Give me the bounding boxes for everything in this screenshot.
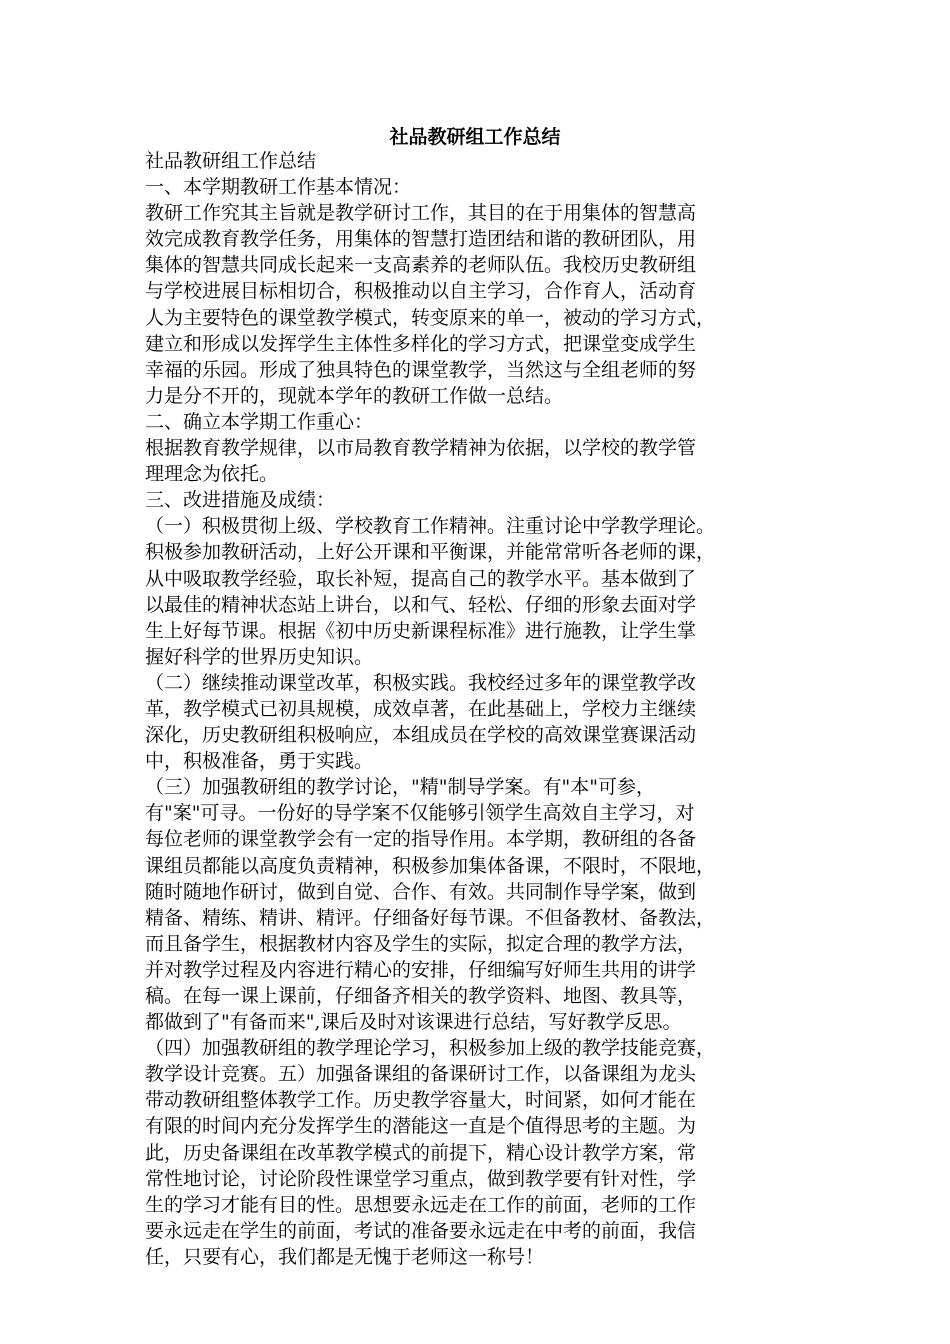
text-line: 生的学习才能有目的性。思想要永远走在工作的前面，老师的工作 — [145, 1193, 697, 1216]
document-body — [145, 148, 809, 1270]
text-line: 深化，历史教研组积极响应，本组成员在学校的高效课堂赛课活动 — [145, 724, 697, 747]
text-line: （二）继续推动课堂改革，积极实践。我校经过多年的课堂教学改 — [145, 671, 697, 694]
text-line: 而且备学生，根据教材内容及学生的实际，拟定合理的教学方法， — [145, 932, 697, 955]
text-line: （一）积极贯彻上级、学校教育工作精神。注重讨论中学教学理论。 — [145, 515, 716, 538]
text-line: （四）加强教研组的教学理论学习，积极参加上级的教学技能竞赛， — [145, 1037, 716, 1060]
text-line: 稿。在每一课上课前，仔细备齐相关的教学资料、地图、教具等， — [145, 985, 697, 1007]
document-title: 社品教研组工作总结 — [389, 126, 561, 148]
text-line: 社品教研组工作总结 — [145, 150, 317, 172]
text-line: 握好科学的世界历史知识。 — [145, 645, 374, 668]
text-line: 中，积极准备，勇于实践。 — [145, 750, 374, 773]
text-line: 常性地讨论，讨论阶段性课堂学习重点，做到教学要有针对性，学 — [145, 1167, 697, 1190]
text-line: 此，历史备课组在改革教学模式的前提下，精心设计教学方案，常 — [145, 1141, 697, 1164]
text-line: 从中吸取教学经验，取长补短，提高自己的教学水平。基本做到了 — [145, 567, 697, 590]
text-line: 教学设计竞赛。五）加强备课组的备课研讨工作，以备课组为龙头 — [145, 1063, 697, 1086]
text-line: 幸福的乐园。形成了独具特色的课堂教学，当然这与全组老师的努 — [145, 358, 697, 381]
text-line: 与学校进展目标相切合，积极推动以自主学习，合作育人，活动育 — [145, 280, 697, 303]
text-line: 积极参加教研活动，上好公开课和平衡课，并能常常听各老师的课， — [145, 541, 716, 564]
text-line: 生上好每节课。根据《初中历史新课程标准》进行施教，让学生掌 — [145, 619, 697, 642]
text-line: （三）加强教研组的教学讨论，"精"制导学案。有"本"可参， — [145, 776, 655, 799]
text-line: 建立和形成以发挥学生主体性多样化的学习方式，把课堂变成学生 — [145, 332, 697, 355]
text-line: 带动教研组整体教学工作。历史教学容量大，时间紧，如何才能在 — [145, 1089, 697, 1112]
text-line: 二、确立本学期工作重心： — [145, 410, 374, 433]
text-line: 有限的时间内充分发挥学生的潜能这一直是个值得思考的主题。为 — [145, 1115, 697, 1138]
text-line: 精备、精练、精讲、精评。仔细备好每节课。不但备教材、备教法， — [145, 906, 716, 929]
text-line: 并对教学过程及内容进行精心的安排，仔细编写好师生共用的讲学 — [145, 958, 697, 981]
text-line: 三、改进措施及成绩： — [145, 489, 336, 512]
text-line: 理理念为依托。 — [145, 463, 279, 486]
text-line: 效完成教育教学任务，用集体的智慧打造团结和谐的教研团队，用 — [145, 228, 697, 251]
text-line: 革，教学模式已初具规模，成效卓著，在此基础上，学校力主继续 — [145, 697, 697, 720]
text-line: 每位老师的课堂教学会有一定的指导作用。本学期，教研组的各备 — [145, 828, 697, 851]
text-line: 都做到了"有备而来",课后及时对该课进行总结，写好教学反思。 — [145, 1011, 682, 1034]
text-line: 人为主要特色的课堂教学模式，转变原来的单一，被动的学习方式， — [145, 306, 716, 329]
text-line: 随时随地作研讨，做到自觉、合作、有效。共同制作导学案，做到 — [145, 880, 697, 903]
text-line: 根据教育教学规律，以市局教育教学精神为依据，以学校的教学管 — [145, 437, 697, 460]
text-line: 集体的智慧共同成长起来一支高素养的老师队伍。我校历史教研组 — [145, 254, 697, 277]
text-line: 要永远走在学生的前面，考试的准备要永远走在中考的前面，我信 — [145, 1219, 697, 1242]
text-line: 有"案"可寻。一份好的导学案不仅能够引领学生高效自主学习，对 — [145, 802, 695, 825]
text-line: 教研工作究其主旨就是教学研讨工作，其目的在于用集体的智慧高 — [145, 202, 697, 225]
text-line: 任，只要有心，我们都是无愧于老师这一称号！ — [145, 1245, 545, 1268]
text-line: 力是分不开的，现就本学年的教研工作做一总结。 — [145, 384, 564, 407]
text-line: 以最佳的精神状态站上讲台，以和气、轻松、仔细的形象去面对学 — [145, 593, 697, 616]
text-line: 一、本学期教研工作基本情况： — [145, 176, 412, 199]
text-line: 课组员都能以高度负责精神，积极参加集体备课，不限时，不限地， — [145, 854, 716, 877]
